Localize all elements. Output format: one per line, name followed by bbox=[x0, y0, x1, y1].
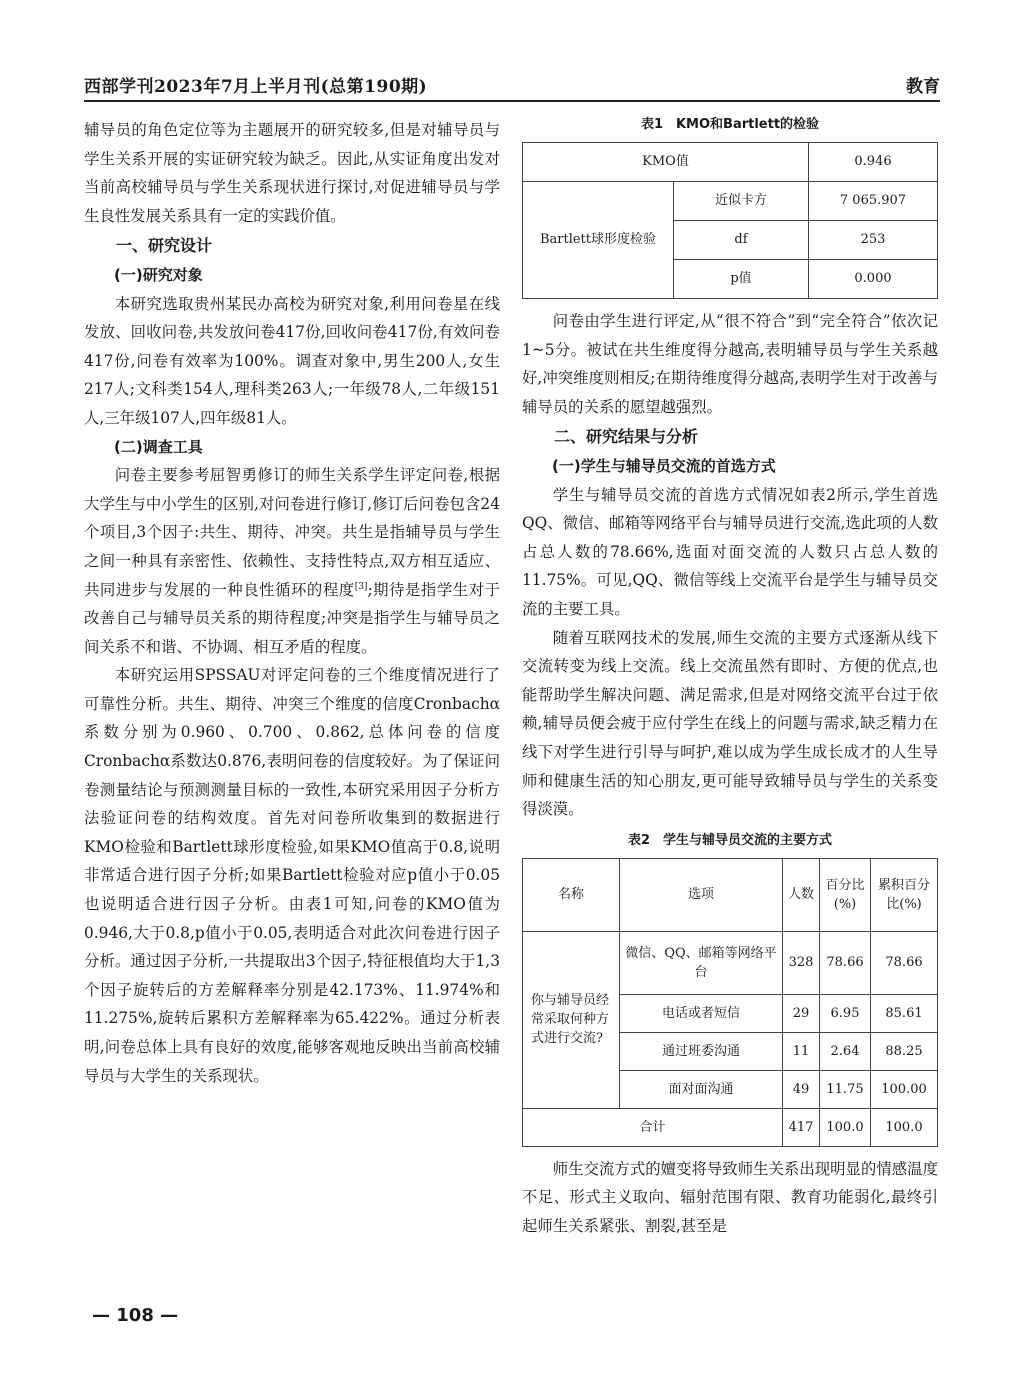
paragraph-text: 问卷主要参考屈智勇修订的师生关系学生评定问卷,根据大学生与中小学生的区别,对问卷进行修订,修订后问卷包含24个项目,3个因子:共生、期待、冲突。共生是指辅导员与学生之间一种具有亲密性、依赖性、支持性特点,双方相互适应、共同进步与发展的一种良性循环的程度 bbox=[84, 466, 500, 599]
table-cell: Bartlett球形度检验 bbox=[523, 182, 674, 299]
table-cell: 29 bbox=[783, 994, 820, 1032]
table-cell: 2.64 bbox=[820, 1032, 871, 1070]
table-cell: 88.25 bbox=[871, 1032, 938, 1070]
table-cell: 你与辅导员经常采取何种方式进行交流? bbox=[523, 931, 620, 1108]
section-heading: 一、研究设计 bbox=[116, 236, 213, 256]
table-cell: 11 bbox=[783, 1032, 820, 1070]
journal-title: 西部学刊2023年7月上半月刊(总第190期) bbox=[84, 77, 428, 97]
table-header: 选项 bbox=[620, 858, 783, 931]
table-cell: 78.66 bbox=[871, 931, 938, 994]
right-column bbox=[522, 116, 938, 1240]
subsection-heading: (二)调查工具 bbox=[114, 437, 203, 456]
section-heading: 二、研究结果与分析 bbox=[554, 427, 699, 447]
table-cell: 面对面沟通 bbox=[620, 1070, 783, 1108]
table-cell: 7 065.907 bbox=[809, 182, 938, 221]
table-cell: 253 bbox=[809, 221, 938, 260]
table-cell: 78.66 bbox=[820, 931, 871, 994]
table-caption: 表2 学生与辅导员交流的主要方式 bbox=[627, 832, 833, 848]
left-column bbox=[84, 116, 500, 1090]
page-number: — 108 — bbox=[92, 1305, 179, 1326]
table-header: 人数 bbox=[783, 858, 820, 931]
communication-methods-table bbox=[522, 858, 938, 1147]
table-cell: df bbox=[674, 221, 809, 260]
table-cell: 合计 bbox=[523, 1108, 783, 1146]
paragraph-text: ;期待是指学生对于改善自己与辅导员关系的期待程度;冲突是指学生与辅导员之间关系不和谐、不协调、相互矛盾的程度。 bbox=[84, 580, 500, 656]
kmo-bartlett-table bbox=[522, 142, 938, 299]
table-cell: 近似卡方 bbox=[674, 182, 809, 221]
table-cell: p值 bbox=[674, 260, 809, 299]
subsection-heading: (一)研究对象 bbox=[114, 265, 203, 284]
table-cell: 100.0 bbox=[871, 1108, 938, 1146]
table-cell: 电话或者短信 bbox=[620, 994, 783, 1032]
page-header bbox=[84, 72, 940, 98]
paragraph: 问卷由学生进行评定,从“很不符合”到“完全符合”依次记1~5分。被试在共生维度得分越高,表明辅导员与学生关系越好,冲突维度则相反;在期待维度得分越高,表明学生对于改善与辅导员的关系的愿望越强烈。 bbox=[522, 312, 938, 416]
table-cell: 328 bbox=[783, 931, 820, 994]
table-header: 名称 bbox=[523, 858, 620, 931]
table-cell: 6.95 bbox=[820, 994, 871, 1032]
table-cell: 49 bbox=[783, 1070, 820, 1108]
table-cell: 85.61 bbox=[871, 994, 938, 1032]
citation-ref: [3] bbox=[354, 581, 368, 592]
subsection-heading: (一)学生与辅导员交流的首选方式 bbox=[552, 456, 776, 475]
paragraph: 师生交流方式的嬗变将导致师生关系出现明显的情感温度不足、形式主义取向、辐射范围有限、教育功能弱化,最终引起师生关系紧张、割裂,甚至是 bbox=[522, 1159, 938, 1235]
table-caption: 表1 KMO和Bartlett的检验 bbox=[640, 117, 820, 132]
paragraph: 本研究选取贵州某民办高校为研究对象,利用问卷星在线发放、回收问卷,共发放问卷417份,回收问卷417份,有效问卷417份,问卷有效率为100%。调查对象中,男生200人,女生217人;文科类154人,理科类263人;一年级78人,二年级151人,三年级107人,四年级81人。 bbox=[84, 294, 500, 427]
paragraph bbox=[84, 461, 500, 661]
section-label: 教育 bbox=[906, 77, 940, 97]
table-cell: 100.0 bbox=[820, 1108, 871, 1146]
table-header: 累积百分比(%) bbox=[871, 858, 938, 931]
table-cell: 0.946 bbox=[809, 143, 938, 182]
paragraph: 辅导员的角色定位等为主题展开的研究较多,但是对辅导员与学生关系开展的实证研究较为缺乏。因此,从实证角度出发对当前高校辅导员与学生关系现状进行探讨,对促进辅导员与学生良性发展关系具有一定的实践价值。 bbox=[84, 121, 500, 225]
table-cell: 通过班委沟通 bbox=[620, 1032, 783, 1070]
paragraph: 本研究运用SPSSAU对评定问卷的三个维度情况进行了可靠性分析。共生、期待、冲突三个维度的信度Cronbachα系数分别为0.960、0.700、0.862,总体问卷的信度Cronbachα系数达0.876,表明问卷的信度较好。为了保证问卷测量结论与预测测量目标的一致性,本研究采用因子分析方法验证问卷的结构效度。首先对问卷所收集到的数据进行KMO检验和Bartlett球形度检验,如果KMO值高于0.8,说明非常适合进行因子分析;如果Bartlett检验对应p值小于0.05也说明适合进行因子分析。由表1可知,问卷的KMO值为0.946,大于0.8,p值小于0.05,表明适合对此次问卷进行因子分析。通过因子分析,一共提取出3个因子,特征根值均大于1,3个因子旋转后的方差解释率分别是42.173%、11.974%和11.275%,旋转后累积方差解释率为65.422%。通过分析表明,问卷总体上具有良好的效度,能够客观地反映出当前高校辅导员与大学生的关系现状。 bbox=[84, 666, 500, 1085]
table-cell: 微信、QQ、邮箱等网络平台 bbox=[620, 931, 783, 994]
table-header: 百分比(%) bbox=[820, 858, 871, 931]
table-cell: 100.00 bbox=[871, 1070, 938, 1108]
paragraph: 随着互联网技术的发展,师生交流的主要方式逐渐从线下交流转变为线上交流。线上交流虽然有即时、方便的优点,也能帮助学生解决问题、满足需求,但是对网络交流平台过于依赖,辅导员便会疲于应付学生在线上的问题与需求,缺乏精力在线下对学生进行引导与呵护,难以成为学生成长成才的人生导师和健康生活的知心朋友,更可能导致辅导员与学生的关系变得淡漠。 bbox=[522, 628, 938, 819]
header-rule bbox=[84, 100, 940, 102]
paragraph: 学生与辅导员交流的首选方式情况如表2所示,学生首选QQ、微信、邮箱等网络平台与辅导员进行交流,选此项的人数占总人数的78.66%,选面对面交流的人数只占总人数的11.75%。可见,QQ、微信等线上交流平台是学生与辅导员交流的主要工具。 bbox=[522, 485, 938, 618]
table-cell: 0.000 bbox=[809, 260, 938, 299]
table-cell: KMO值 bbox=[523, 143, 809, 182]
table-cell: 417 bbox=[783, 1108, 820, 1146]
table-cell: 11.75 bbox=[820, 1070, 871, 1108]
